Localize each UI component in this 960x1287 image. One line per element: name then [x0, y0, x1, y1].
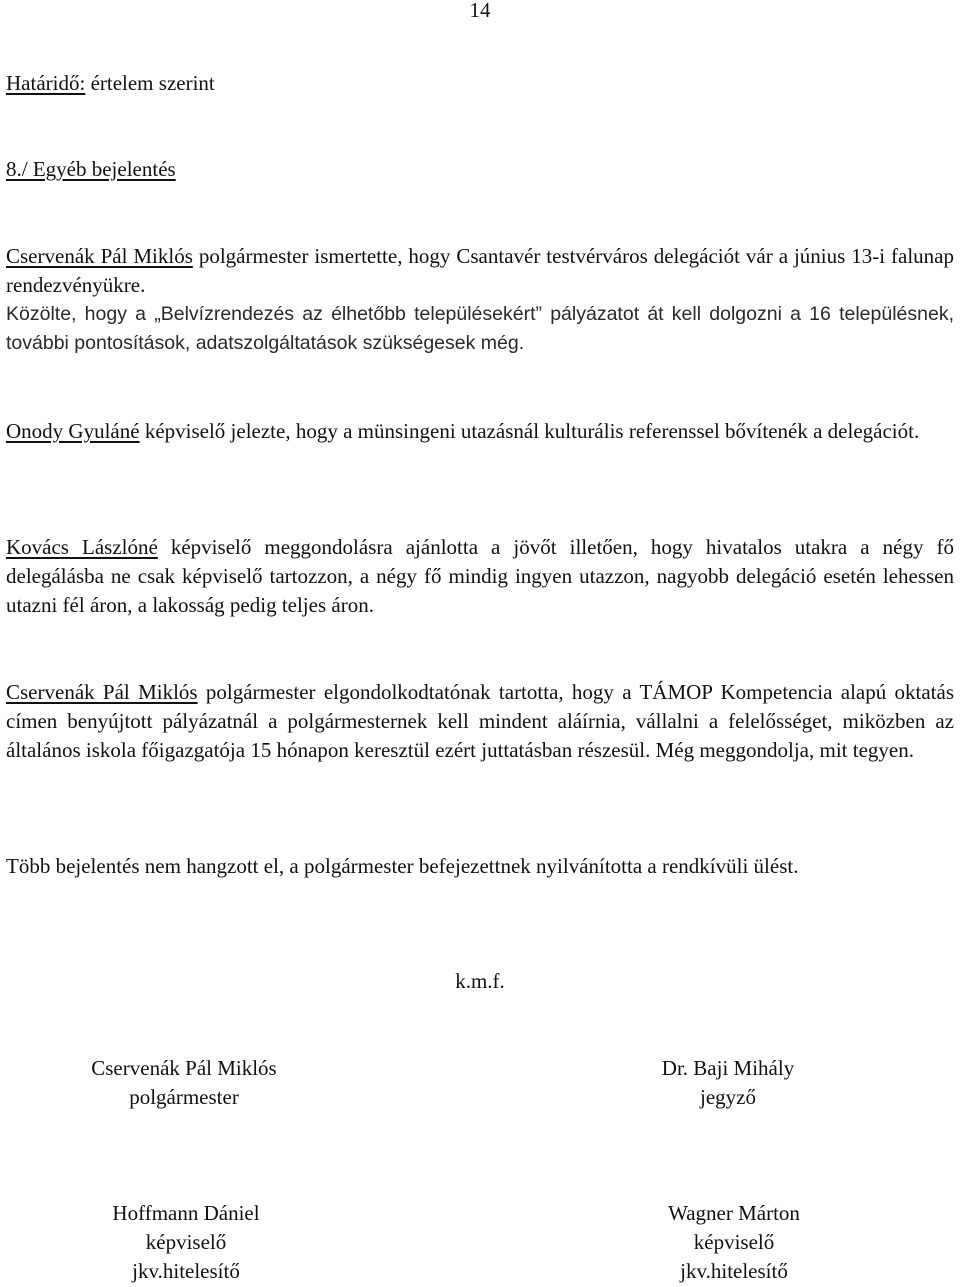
paragraph-text: polgármester ismertette, hogy Csantavér testvérváros delegációt vár a június 13-i falunap rendezvényükre. — [6, 244, 955, 297]
signature-mayor — [44, 1054, 324, 1112]
speaker-name: Cservenák Pál Miklós — [6, 680, 198, 704]
deadline-line — [6, 69, 954, 98]
section-heading: 8./ Egyéb bejelentés — [6, 157, 176, 181]
speaker-name: Onody Gyuláné — [6, 419, 140, 443]
signatory-title: képviselő — [145, 1230, 227, 1254]
signature-verifier-2 — [614, 1199, 854, 1286]
signatory-title: polgármester — [129, 1085, 239, 1109]
signatory-name: Wagner Márton — [668, 1201, 800, 1225]
signature-verifier-1 — [66, 1199, 306, 1286]
paragraph-onody — [6, 417, 954, 446]
paragraph-text: képviselő jelezte, hogy a münsingeni utazásnál kulturális referenssel bővítenék a delegációt. — [139, 419, 920, 443]
speaker-name: Kovács Lászlóné — [6, 535, 158, 559]
paragraph-text: képviselő meggondolásra ajánlotta a jövőt illetően, hogy hivatalos utakra a négy fő delegálásba ne csak képviselő tartozzon, a négy fő mindig ingyen utazzon, nagyobb delegáció esetén lehessen utazni fél áron, a lakosság pedig teljes áron. — [6, 535, 954, 617]
signatory-title: jegyző — [700, 1085, 756, 1109]
signatory-title: képviselő — [693, 1230, 775, 1254]
signature-notary — [608, 1054, 848, 1112]
paragraph-tamop — [6, 678, 954, 765]
signatory-name: Hoffmann Dániel — [112, 1201, 260, 1225]
deadline-value: értelem szerint — [85, 71, 215, 95]
signatory-role: jkv.hitelesítő — [132, 1259, 240, 1283]
kmf-mark: k.m.f. — [455, 969, 505, 993]
deadline-label: Határidő: — [6, 71, 86, 95]
paragraph-csantaver — [6, 242, 954, 300]
signatory-role: jkv.hitelesítő — [680, 1259, 788, 1283]
page-number: 14 — [469, 0, 491, 22]
paragraph-text: polgármester elgondolkodtatónak tartotta, hogy a TÁMOP Kompetencia alapú oktatás címen benyújtott pályázatnál a polgármesternek kell mindent aláírnia, vállalni a felelősséget, miközben az általános iskola főigazgatója 15 hónapon keresztül ezért juttatásban részesül. Még meggondolja, mit tegyen. — [6, 680, 955, 762]
signatory-name: Dr. Baji Mihály — [661, 1056, 795, 1080]
paragraph-closing: Több bejelentés nem hangzott el, a polgármester befejezettnek nyilvánította a rendkívüli ülést. — [6, 854, 799, 878]
signatory-name: Cservenák Pál Miklós — [91, 1056, 277, 1080]
speaker-name: Cservenák Pál Miklós — [6, 244, 193, 268]
paragraph-kovacs — [6, 533, 954, 620]
paragraph-belvizrendezes: Közölte, hogy a „Belvízrendezés az élhetőbb településekért” pályázatot át kell dolgozni a 16 településnek, további pontosítások, adatszolgáltatások szükségesek még. — [6, 303, 954, 354]
